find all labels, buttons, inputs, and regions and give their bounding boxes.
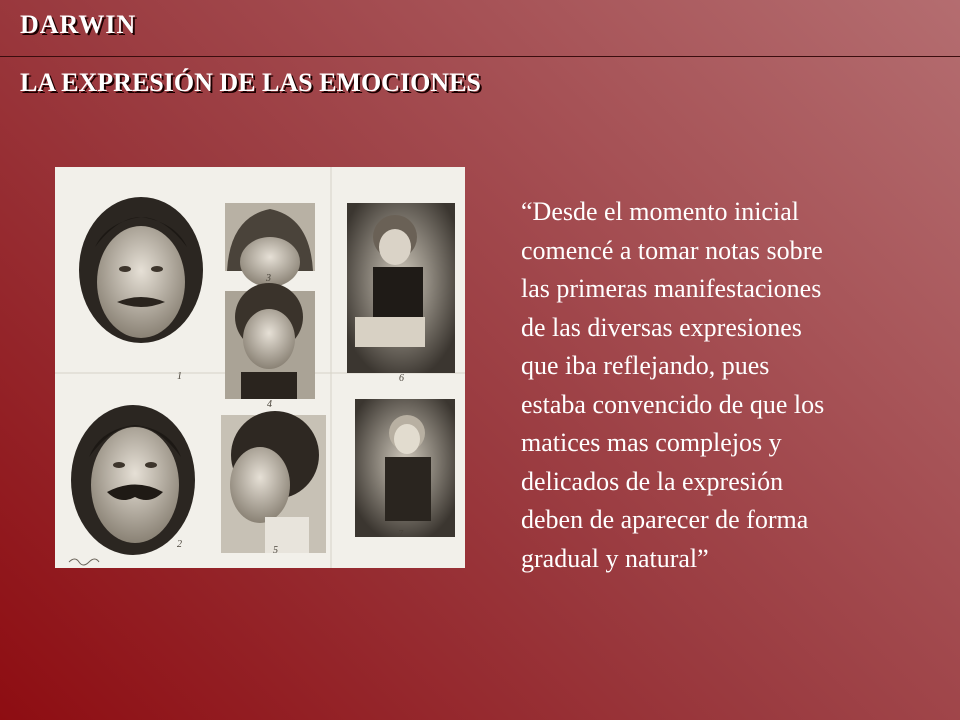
portrait-photo-5 <box>221 411 326 553</box>
quote-text: “Desde el momento inicial comencé a tomar notas sobre las primeras manifestaciones de las diversas expresiones que iba reflejando, pues estaba convencido de que los matices mas complejos y delicados de la expresión deben de aparecer de forma gradual y natural” <box>521 197 825 573</box>
slide-title: DARWIN <box>20 10 137 39</box>
plate-label-4: 4 <box>267 399 272 410</box>
plate-label-3: 3 <box>266 273 271 284</box>
plate-label-7: 7 <box>398 529 403 540</box>
slide-subtitle: LA EXPRESIÓN DE LAS EMOCIONES <box>20 68 481 97</box>
portrait-photo-4 <box>225 283 315 399</box>
plate-label-6: 6 <box>399 373 404 384</box>
plate-label-5: 5 <box>273 545 278 556</box>
header-divider <box>0 56 960 57</box>
photo-plate-illustration <box>55 167 465 568</box>
plate-label-2: 2 <box>177 539 182 550</box>
portrait-photo-1 <box>79 197 203 343</box>
portrait-photo-7 <box>355 399 455 537</box>
photo-plate <box>55 167 465 568</box>
portrait-photo-6 <box>347 203 455 373</box>
plate-label-1: 1 <box>177 371 182 382</box>
portrait-photo-2 <box>71 405 195 555</box>
